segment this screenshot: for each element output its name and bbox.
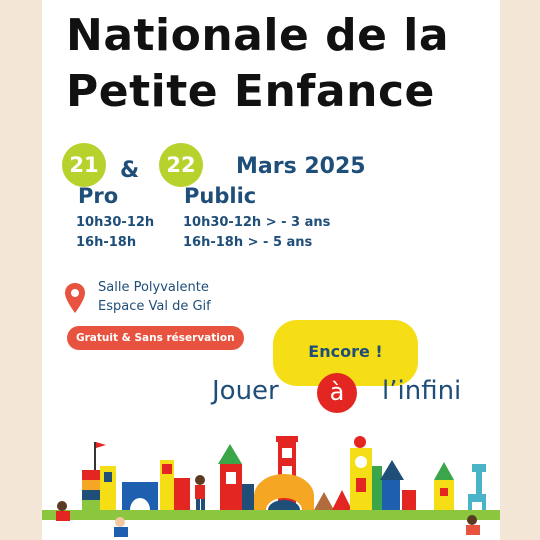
- poster-title: [66, 8, 449, 120]
- poster: [42, 0, 500, 540]
- slogan-infini: l’infini: [382, 376, 462, 406]
- day-21-circle: 21: [62, 143, 106, 187]
- venue-address: [98, 278, 211, 316]
- encore-text: Encore !: [308, 342, 383, 361]
- day-22-circle: 22: [159, 143, 203, 187]
- public-label: Public: [184, 184, 257, 208]
- slogan-jouer: Jouer: [212, 376, 279, 406]
- ampersand: &: [120, 158, 140, 183]
- title-line-1: Nationale de la: [66, 10, 450, 61]
- pro-hours-afternoon: 16h-18h: [76, 235, 137, 250]
- pro-hours-morning: 10h30-12h: [76, 215, 155, 230]
- title-line-2: Petite Enfance: [66, 66, 435, 117]
- location-pin-icon: [64, 282, 86, 314]
- pro-hours: [76, 213, 154, 253]
- pro-label: Pro: [78, 184, 119, 208]
- venue-line-1: Salle Polyvalente: [98, 280, 209, 295]
- public-hours-morning: 10h30-12h > - 3 ans: [183, 215, 331, 230]
- public-hours: [183, 213, 330, 253]
- free-entry-badge: Gratuit & Sans réservation: [67, 326, 244, 350]
- venue-line-2: Espace Val de Gif: [98, 299, 211, 314]
- month-year: Mars 2025: [236, 154, 366, 179]
- toy-blocks-illustration: [42, 430, 500, 540]
- slogan-a-circle: à: [317, 373, 357, 413]
- public-hours-afternoon: 16h-18h > - 5 ans: [183, 235, 313, 250]
